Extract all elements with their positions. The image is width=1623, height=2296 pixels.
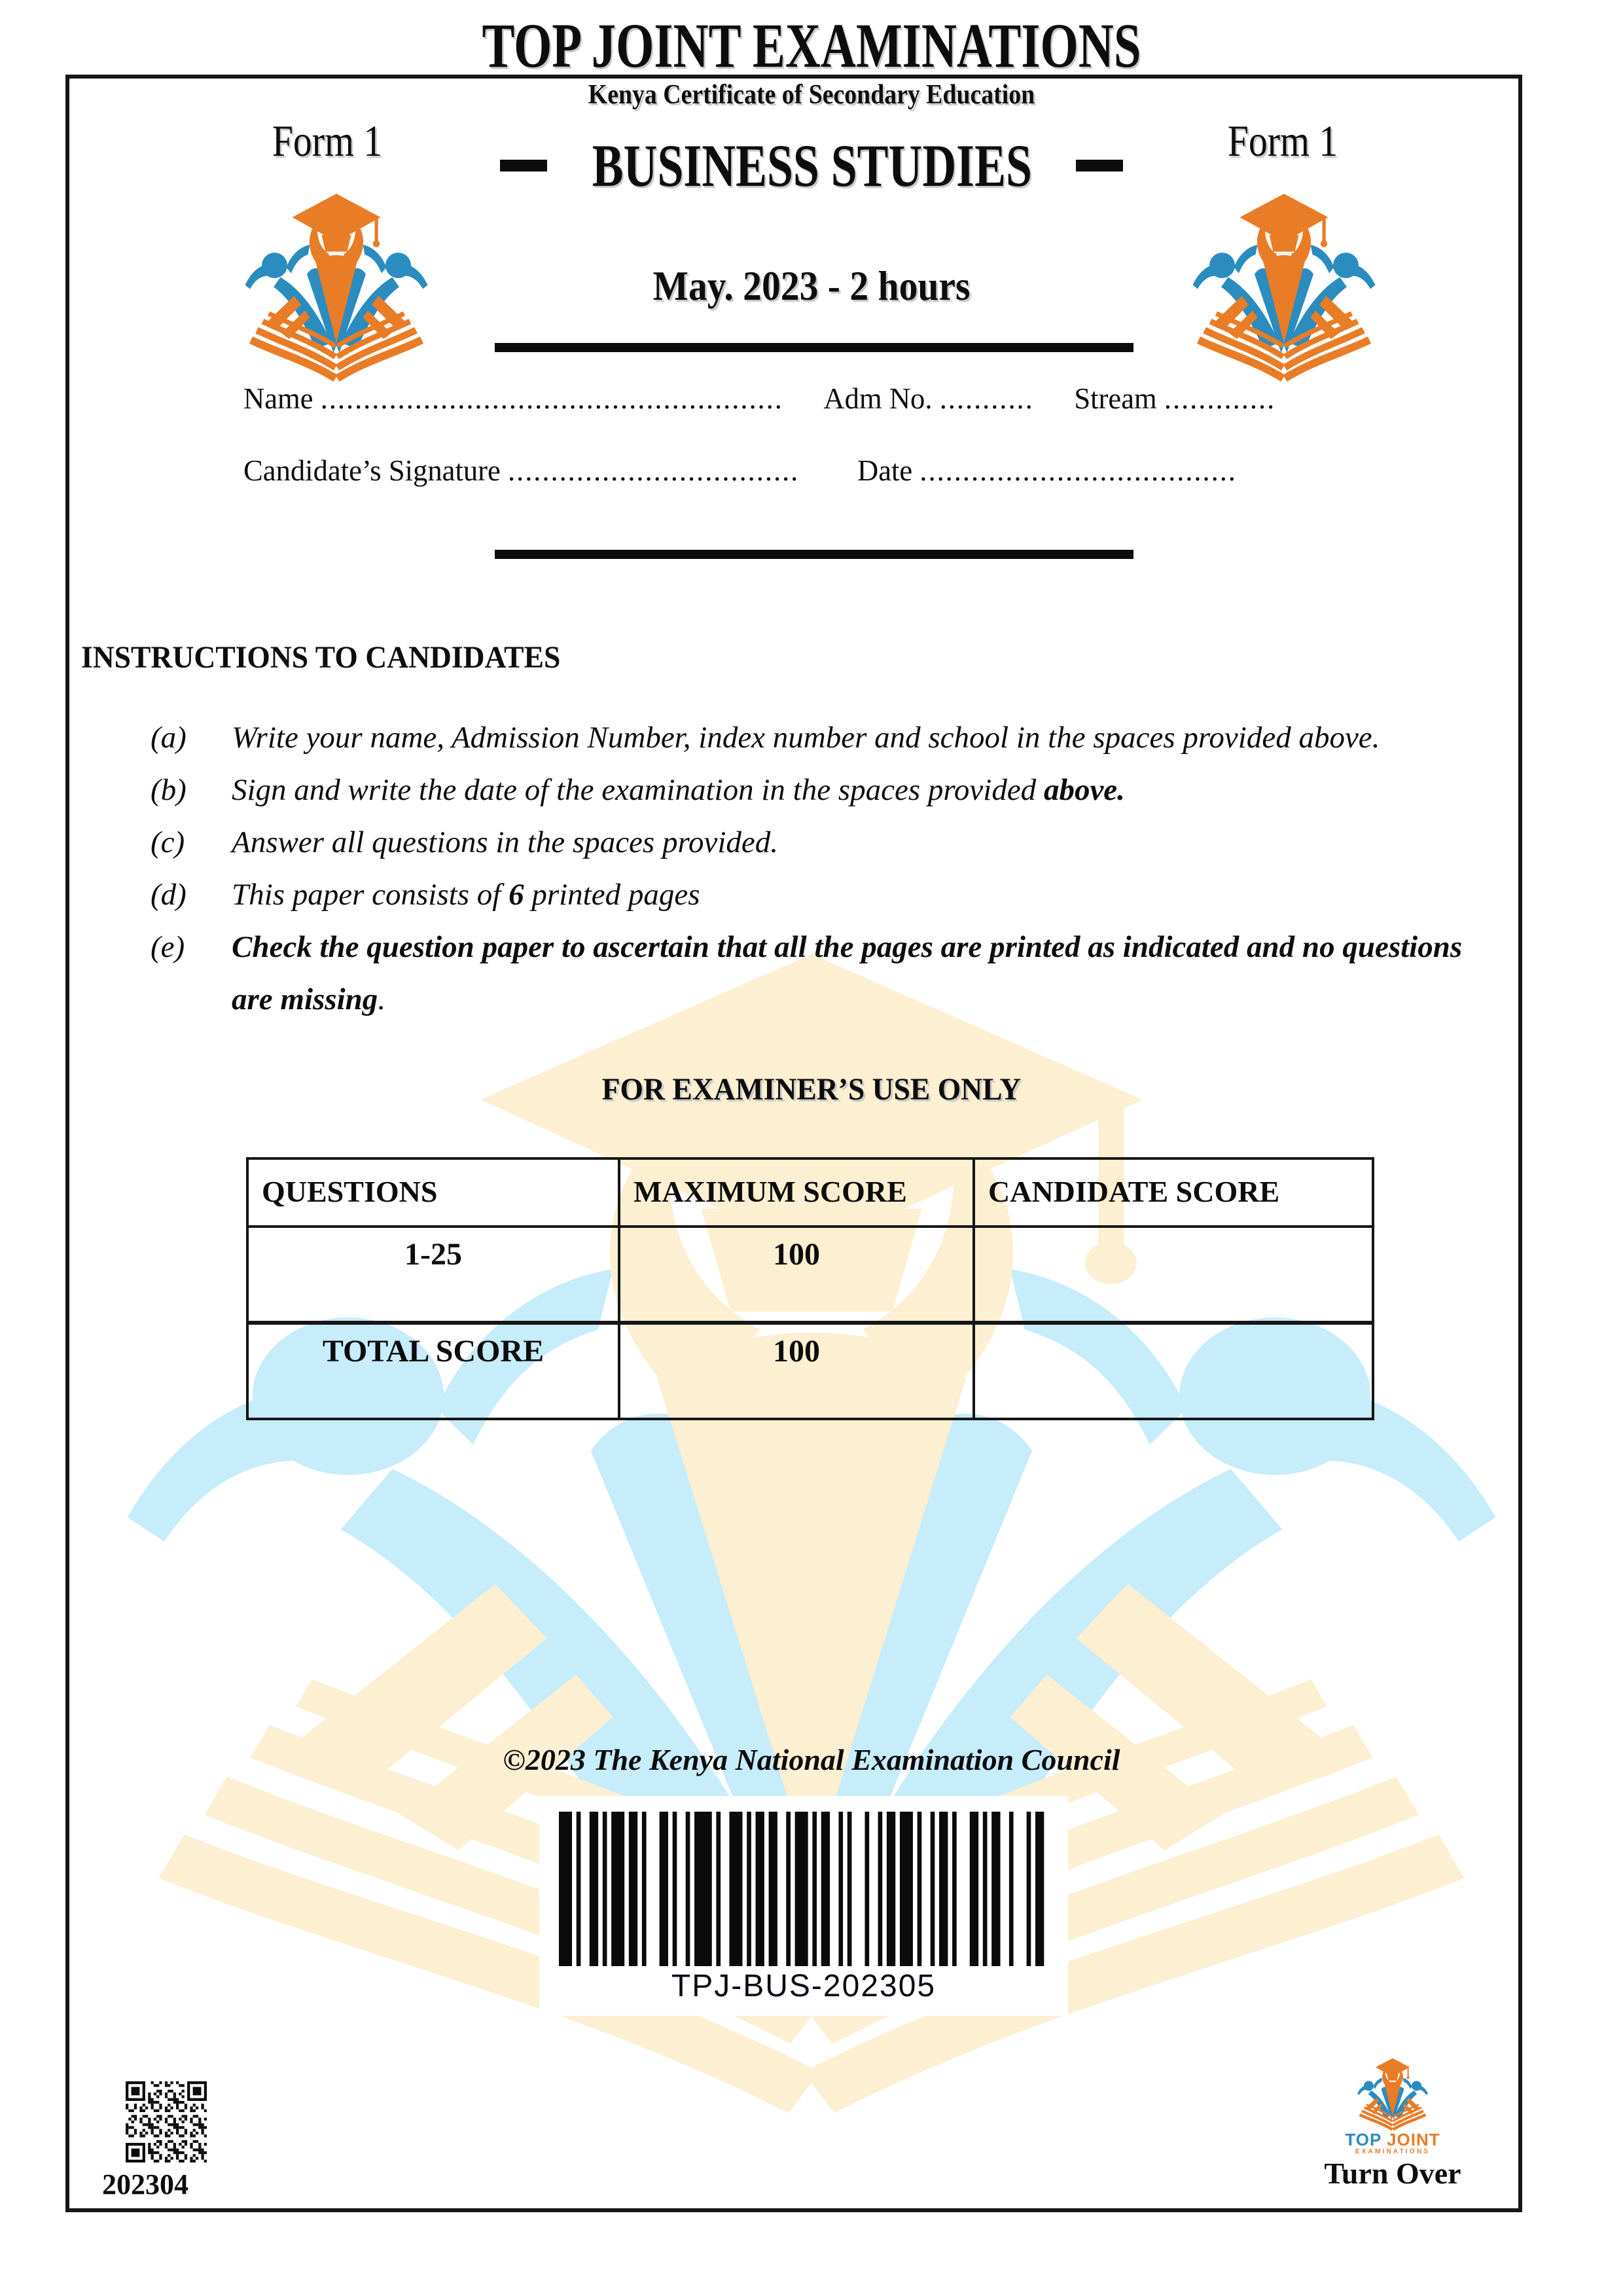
adm-no-label: Adm No. [823, 382, 933, 415]
page-title: TOP JOINT EXAMINATIONS [482, 12, 1141, 81]
instruction-segment: . [378, 983, 386, 1017]
signature-blank-field[interactable]: .................................. [508, 454, 800, 487]
examiner-use-heading: FOR EXAMINER’S USE ONLY [601, 1073, 1022, 1107]
table-row [247, 1323, 1373, 1419]
barcode-panel [539, 1796, 1068, 2016]
stream-blank-field[interactable]: ............. [1164, 382, 1276, 415]
turn-over-label: Turn Over [1324, 2157, 1461, 2190]
instruction-text [232, 712, 1466, 764]
name-blank-field[interactable]: ...................................................... [320, 382, 783, 415]
form-level-right: Form 1 [1227, 118, 1338, 166]
instruction-label: (d) [151, 878, 187, 912]
instruction-segment: Sign and write the date of the examination in the spaces provided [232, 774, 1044, 808]
barcode-label: TPJ-BUS-202305 [671, 1969, 936, 2004]
table-row [247, 1227, 1373, 1323]
table-header-row [247, 1158, 1373, 1227]
candidate-signature-row [243, 454, 1272, 488]
table-cell [974, 1323, 1373, 1419]
instruction-label: (e) [151, 931, 185, 965]
right-dash [1077, 160, 1124, 171]
serial-number: 202304 [102, 2168, 188, 2200]
brand-word-sub: EXAMINATIONS [1355, 2148, 1431, 2156]
qr-code [126, 2081, 207, 2162]
instruction-segment: 6 [508, 878, 524, 912]
col-header-maximum-score: MAXIMUM SCORE [619, 1158, 974, 1227]
table-cell: 100 [619, 1323, 974, 1419]
table-cell [974, 1227, 1373, 1323]
adm-no-blank-field[interactable]: ........... [939, 382, 1034, 415]
copyright-line: ©2023 The Kenya National Examination Council [503, 1744, 1120, 1776]
brand-block [1325, 2055, 1461, 2157]
score-table-body [247, 1227, 1373, 1419]
instruction-item [151, 764, 1466, 817]
instruction-label: (a) [151, 721, 187, 755]
instruction-segment: Write your name, Admission Number, index number and school in the spaces provided above. [232, 721, 1380, 755]
instruction-item [151, 712, 1466, 764]
candidate-name-row [243, 382, 1276, 416]
instruction-text [232, 764, 1466, 817]
instructions-heading: INSTRUCTIONS TO CANDIDATES [81, 641, 561, 675]
brand-word-top: TOP [1345, 2130, 1382, 2149]
table-cell: 1-25 [247, 1227, 619, 1323]
exam-session: May. 2023 - 2 hours [652, 262, 971, 309]
instruction-text [232, 922, 1466, 1026]
left-dash [499, 160, 546, 171]
table-cell: 100 [619, 1227, 974, 1323]
brand-wordmark [1325, 2131, 1461, 2148]
col-header-candidate-score: CANDIDATE SCORE [974, 1158, 1373, 1227]
instruction-item [151, 817, 1466, 869]
top-joint-logo-small [1355, 2055, 1431, 2131]
instruction-segment: This paper consists of [232, 878, 509, 912]
instruction-label: (c) [151, 826, 185, 860]
barcode [559, 1812, 1048, 1966]
instruction-label: (b) [151, 774, 187, 808]
date-blank-field[interactable]: ..................................... [919, 454, 1237, 487]
instruction-item [151, 869, 1466, 922]
horizontal-rule-bottom [495, 550, 1133, 559]
instruction-item [151, 922, 1466, 1026]
col-header-questions: QUESTIONS [247, 1158, 619, 1227]
examiner-score-table [246, 1157, 1374, 1420]
date-label: Date [857, 454, 913, 487]
stream-label: Stream [1074, 382, 1157, 415]
instruction-text [232, 869, 1466, 922]
brand-word-joint: JOINT [1387, 2130, 1440, 2149]
horizontal-rule-top [495, 343, 1133, 352]
instruction-segment: above. [1043, 774, 1125, 808]
instruction-segment: printed pages [524, 878, 700, 912]
signature-label: Candidate’s Signature [243, 454, 501, 487]
subject-title: BUSINESS STUDIES [591, 132, 1032, 199]
instruction-segment: Answer all questions in the spaces provided. [232, 826, 779, 860]
table-cell: TOTAL SCORE [247, 1323, 619, 1419]
exam-subtitle: Kenya Certificate of Secondary Education [588, 79, 1035, 110]
instruction-text [232, 817, 1466, 869]
form-level-left: Form 1 [272, 118, 383, 166]
instruction-segment: Check the question paper to ascertain that all the pages are printed as indicated and no questions are missing [232, 931, 1463, 1017]
instructions-list [151, 712, 1466, 1026]
name-label: Name [243, 382, 313, 415]
